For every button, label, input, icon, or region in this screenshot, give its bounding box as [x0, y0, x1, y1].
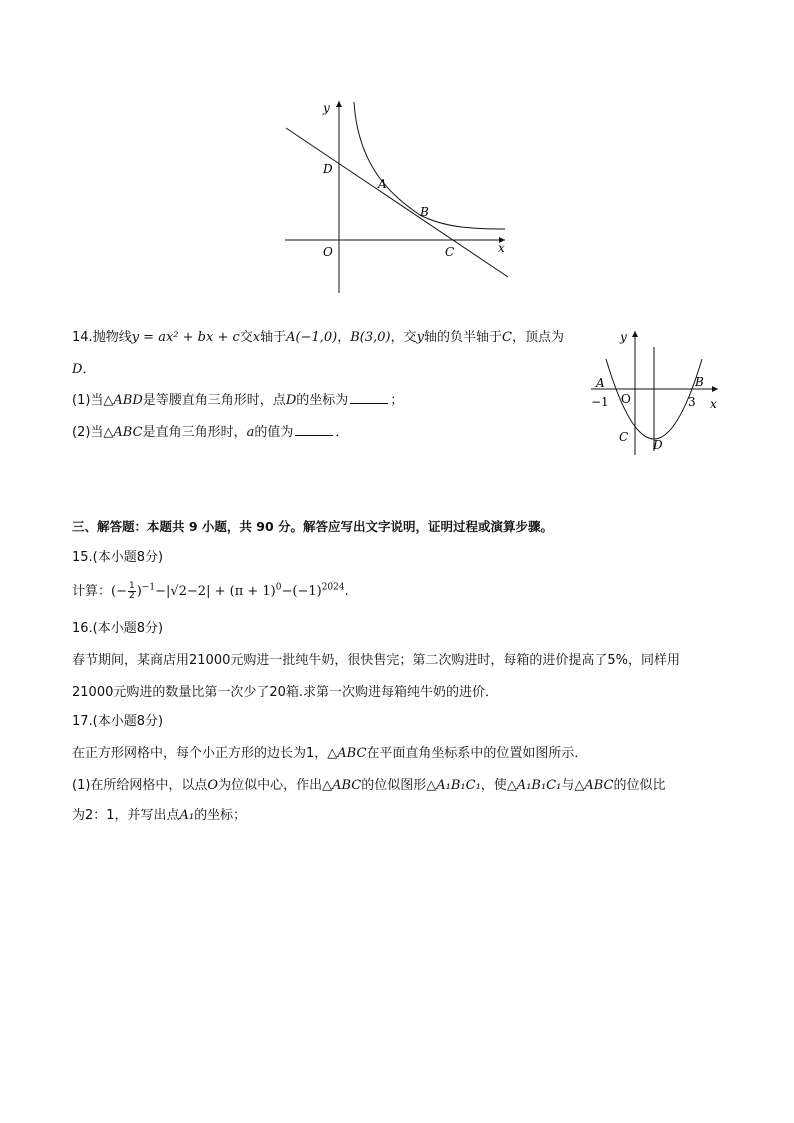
q14-point-c: C — [502, 330, 512, 345]
q14-text: ． — [82, 362, 96, 377]
q14-part1 — [72, 391, 403, 411]
q17-triangle: △ABC — [327, 746, 367, 761]
q14-point-b: B(3,0) — [350, 330, 391, 345]
q17-triangle: △A₁B₁C₁ — [426, 778, 481, 793]
label-y: y — [323, 101, 330, 115]
label-3: 3 — [688, 395, 696, 409]
q15-label: 计算： — [72, 584, 112, 599]
figure-hyperbola-line — [280, 95, 520, 300]
q17-text: 为位似中心，作出 — [218, 778, 323, 793]
q14-number: 14. — [72, 330, 93, 345]
q17-var: O — [207, 778, 219, 793]
straight-line — [286, 128, 508, 277]
q14-var: D — [285, 393, 297, 408]
q14-text: 轴于 — [260, 330, 287, 345]
section-heading: 三、解答题：本题共 9 小题，共 90 分。解答应写出文字说明，证明过程或演算步骤。 — [72, 519, 554, 534]
q14-text: 的值为 — [254, 425, 294, 440]
answer-blank-1 — [350, 391, 388, 404]
q15-end: . — [344, 584, 349, 599]
q17-text: 的坐标； — [194, 808, 247, 823]
label-C: C — [619, 430, 629, 444]
q15-exp: 0 — [275, 582, 282, 593]
label-O: O — [621, 392, 631, 406]
q17-triangle: △ABC — [574, 778, 614, 793]
q15-exp: 2024 — [321, 582, 345, 593]
q17-text: 为2：1，并写出点 — [72, 808, 180, 823]
q17-text: 在正方形网格中，每个小正方形的边长为1， — [72, 746, 328, 761]
q14-text: ，交 — [390, 330, 417, 345]
q14-text: 交 — [239, 330, 253, 345]
q15-fraction — [128, 582, 136, 601]
q17-part1-line2 — [72, 806, 246, 826]
q17-text: 在平面直角坐标系中的位置如图所示． — [366, 746, 588, 761]
q16-line1: 春节期间，某商店用21000元购进一批纯牛奶，很快售完；第二次购进时，每箱的进价提高了5%，同样用 — [72, 653, 680, 668]
q15-exp: −1 — [141, 582, 156, 593]
label-D: D — [323, 162, 333, 176]
q14-line2 — [72, 360, 95, 380]
q17-triangle: △ABC — [322, 778, 362, 793]
q15-paren-open: (− — [111, 584, 127, 599]
q17-text: 的位似比 — [613, 778, 666, 793]
q16-line2: 21000元购进的数量比第一次少了20箱.求第一次购进每箱纯牛奶的进价． — [72, 685, 499, 700]
q15-frac-num: 1 — [128, 581, 135, 591]
q17-text: ，使 — [480, 778, 507, 793]
q17-text: 的位似图形 — [361, 778, 427, 793]
q14-text: 轴的负半轴于 — [424, 330, 503, 345]
q17-triangle: △A₁B₁C₁ — [506, 778, 562, 793]
q14-var: a — [246, 425, 255, 440]
q14-text: 是直角三角形时， — [142, 425, 247, 440]
q14-formula: y = ax² + bx + c — [131, 330, 240, 345]
q14-text: (2)当 — [72, 425, 104, 440]
q15-minus-paren: −(−1) — [281, 584, 322, 599]
label-D: D — [653, 438, 663, 452]
label-x: x — [498, 241, 505, 255]
label-y: y — [620, 330, 627, 344]
q14-point-a: A(−1,0) — [286, 330, 338, 345]
q14-triangle: △ABC — [103, 425, 143, 440]
q17-line1 — [72, 744, 587, 764]
q15-minus: − — [155, 584, 166, 599]
label-B: B — [420, 205, 429, 219]
q14-var: x — [252, 330, 261, 345]
q15-paren-close: ) — [136, 584, 142, 599]
q14-text: ． — [335, 425, 349, 440]
q14-text: 的坐标为 — [296, 393, 349, 408]
label-A: A — [378, 177, 387, 191]
q14-text: 是等腰直角三角形时，点 — [142, 393, 286, 408]
q14-var: D — [72, 362, 83, 377]
q16-header: 16.(本小题8分) — [72, 621, 164, 636]
label-O: O — [323, 245, 333, 259]
q14-part2 — [72, 423, 348, 443]
q17-header: 17.(本小题8分) — [72, 714, 164, 729]
q17-text: 与 — [561, 778, 575, 793]
q14-text: (1)当 — [72, 393, 104, 408]
q17-var: A₁ — [179, 808, 195, 823]
q14-text: ，顶点为 — [511, 330, 564, 345]
q14-text: ， — [337, 330, 351, 345]
q14-triangle: △ABD — [103, 393, 143, 408]
hyperbola-curve — [354, 102, 505, 229]
q14-text: ； — [390, 393, 404, 408]
q15-rest: |√2−2| + (π + 1) — [165, 584, 276, 599]
label-x: x — [710, 397, 717, 411]
q14-var: y — [416, 330, 424, 345]
q15-header: 15.(本小题8分) — [72, 550, 164, 565]
figure-parabola — [588, 323, 728, 463]
q14-line1 — [72, 328, 564, 348]
label-minus1: −1 — [591, 395, 609, 409]
q17-text: (1)在所给网格中，以点 — [72, 778, 208, 793]
q17-part1-line1 — [72, 776, 666, 796]
answer-blank-2 — [295, 423, 333, 436]
q14-text: 抛物线 — [92, 330, 132, 345]
label-A: A — [596, 376, 605, 390]
q15-frac-den: 2 — [128, 591, 135, 601]
label-C: C — [445, 245, 455, 259]
label-B: B — [695, 375, 704, 389]
q15-expression — [72, 580, 349, 604]
